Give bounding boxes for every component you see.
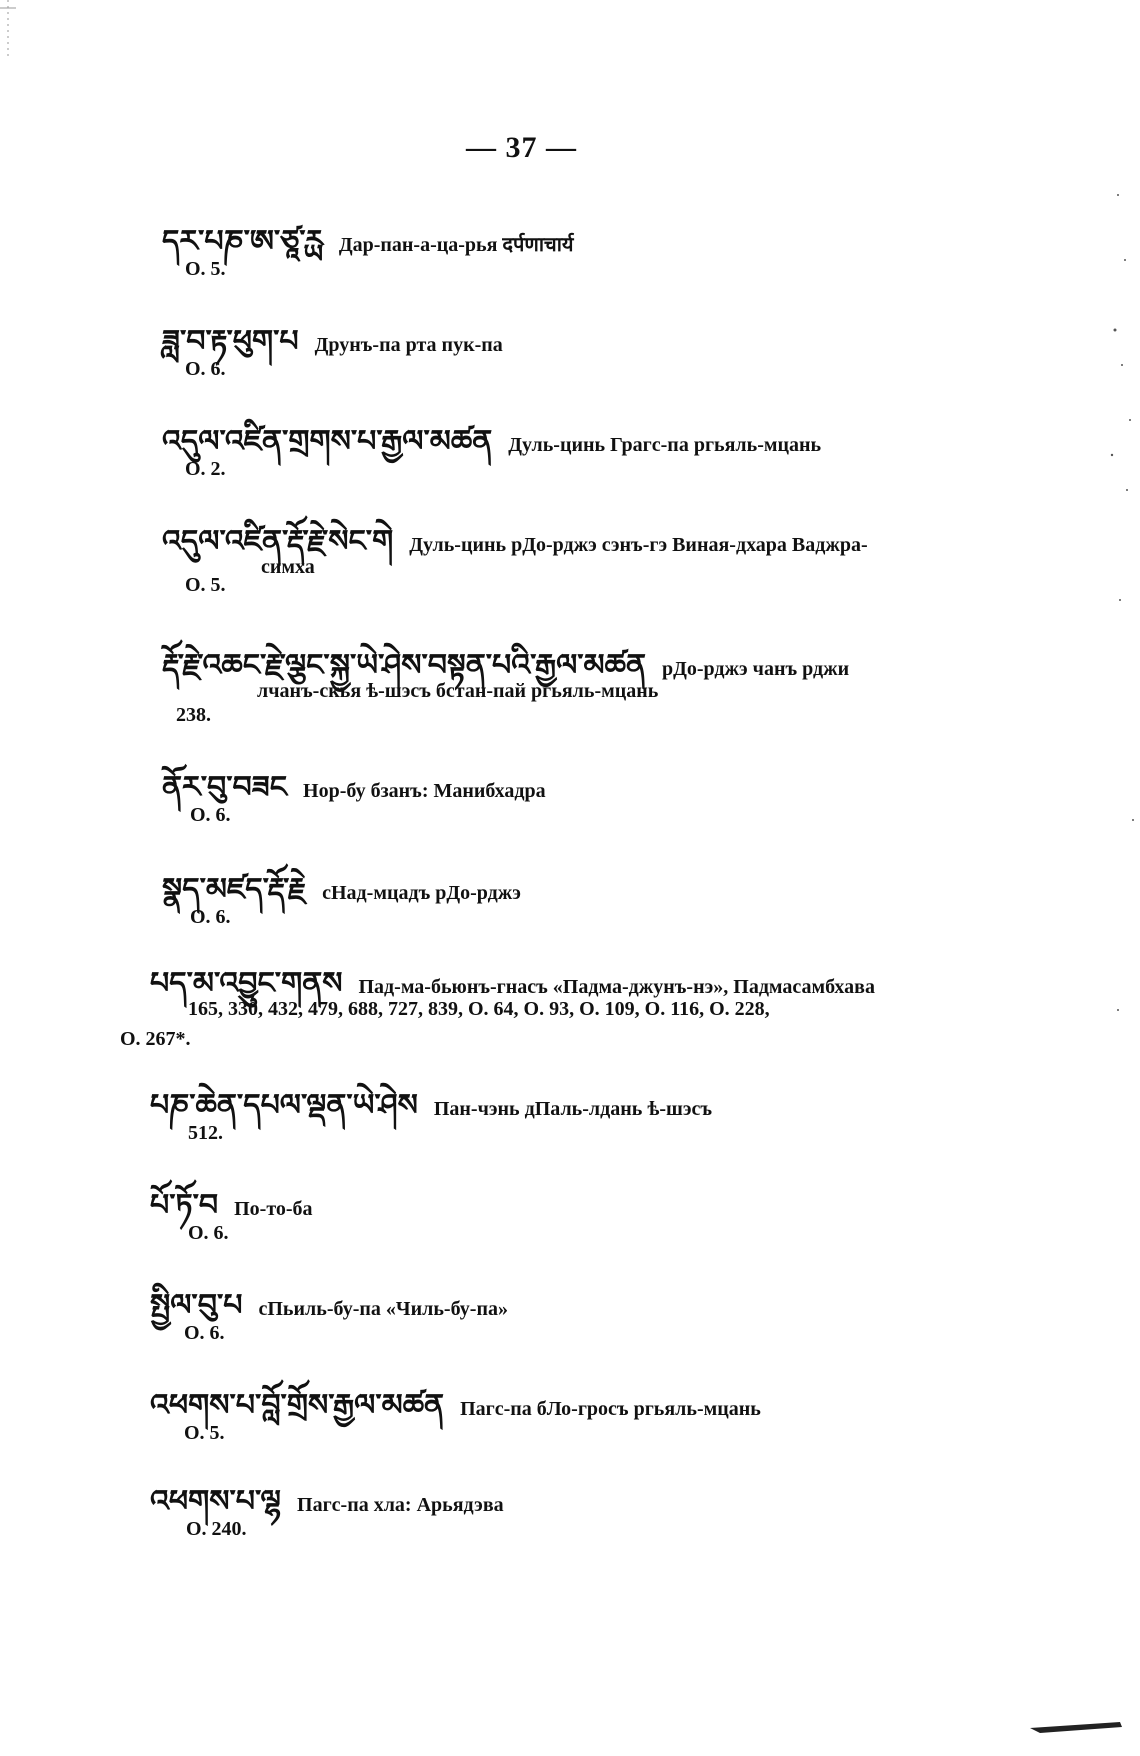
page-reference: O. 5. <box>184 1422 225 1444</box>
russian-term: сНад-мцадъ рДо-рджэ <box>322 882 521 904</box>
russian-term: По-то-ба <box>234 1198 313 1220</box>
tibetan-term: རྡོ་རྗེ་འཆང་རྗེ་ལྕང་སྐྱ་ཡེ་ཤེས་བསྟན་པའི་རྒྱལ་མཚན <box>162 648 646 683</box>
tibetan-term: པཎ་ཆེན་དཔལ་ལྡན་ཡེ་ཤེས <box>150 1088 418 1123</box>
page-reference: O. 2. <box>185 458 226 480</box>
russian-term: Дуль-цинь Грагс-па ргьяль-мцань <box>508 434 822 456</box>
page-reference-continued: O. 267*. <box>120 1028 191 1050</box>
russian-term: рДо-рджэ чанъ рджи <box>662 658 850 680</box>
page-number: — 37 — <box>466 131 577 164</box>
page-reference: O. 240. <box>186 1518 247 1540</box>
russian-term: Дар-пан-а-ца-рья दर्पणाचार्य <box>338 234 574 256</box>
page-reference: O. 5. <box>185 258 226 280</box>
page-reference: 512. <box>188 1122 223 1144</box>
tibetan-term: པོ་ཏོ་བ <box>150 1188 219 1223</box>
tibetan-term: པད་མ་འབྱུང་གནས <box>150 966 343 1001</box>
tibetan-term: འཕགས་པ་ལྷ <box>150 1484 282 1519</box>
entry-heading <box>162 508 868 592</box>
tibetan-term: འདུལ་འཛིན་རྡོ་རྗེ་སེང་གེ <box>162 524 394 559</box>
term-continuation: лчанъ-скья ѣ-шэсъ бстан-пай ргьяль-мцань <box>257 680 659 702</box>
russian-term: Пагс-па бЛо-гросъ ргьяль-мцань <box>460 1398 761 1420</box>
entry-heading <box>162 632 849 716</box>
tibetan-term: ཟླ་བ་རྟ་ཕུག་པ <box>162 324 299 359</box>
page-reference: O. 5. <box>185 574 226 596</box>
page-reference: O. 6. <box>190 804 231 826</box>
page-reference: O. 6. <box>184 1322 225 1344</box>
entry-heading <box>150 1372 761 1456</box>
entry-heading <box>150 1172 313 1256</box>
page-reference: O. 6. <box>185 358 226 380</box>
russian-term: Пад-ма-бьюнъ-гнасъ «Падма-джунъ-нэ», Падмасамбхава <box>358 976 875 998</box>
russian-term: Пагс-па хла: Арьядэва <box>297 1494 504 1516</box>
tibetan-term: འདུལ་འཛིན་གྲགས་པ་རྒྱལ་མཚན <box>162 424 493 459</box>
russian-term: Друнъ-па рта пук-па <box>314 334 503 356</box>
page-reference: 165, 330, 432, 479, 688, 727, 839, O. 64, O. 93, O. 109, O. 116, O. 228, <box>188 998 770 1020</box>
page-reference: 238. <box>176 704 211 726</box>
russian-term: сПьиль-бу-па «Чиль-бу-па» <box>258 1298 508 1320</box>
tibetan-term: འཕགས་པ་བློ་གྲོས་རྒྱལ་མཚན <box>150 1388 445 1423</box>
entry-heading <box>150 1072 712 1156</box>
tibetan-term: དར་པཎ་ཨ་ཙཱ་ཪྻ <box>162 224 323 259</box>
page-reference: O. 6. <box>188 1222 229 1244</box>
tibetan-term: སྣད་མཛད་རྡོ་རྗེ <box>162 872 307 907</box>
entry-heading <box>162 408 821 492</box>
russian-term: Нор-бу бзанъ: Манибхадра <box>303 780 546 802</box>
tibetan-term: ནོར་བུ་བཟང <box>162 770 288 805</box>
page-reference: O. 6. <box>190 906 231 928</box>
russian-term: Пан-чэнь дПаль-лдань ѣ-шэсъ <box>433 1098 713 1120</box>
term-continuation: симха <box>261 556 315 578</box>
russian-term: Дуль-цинь рДо-рджэ сэнъ-гэ Виная-дхара Ваджра- <box>409 534 868 556</box>
entry-heading <box>150 950 875 1034</box>
tibetan-term: སྤྱིལ་བུ་པ <box>150 1288 243 1323</box>
